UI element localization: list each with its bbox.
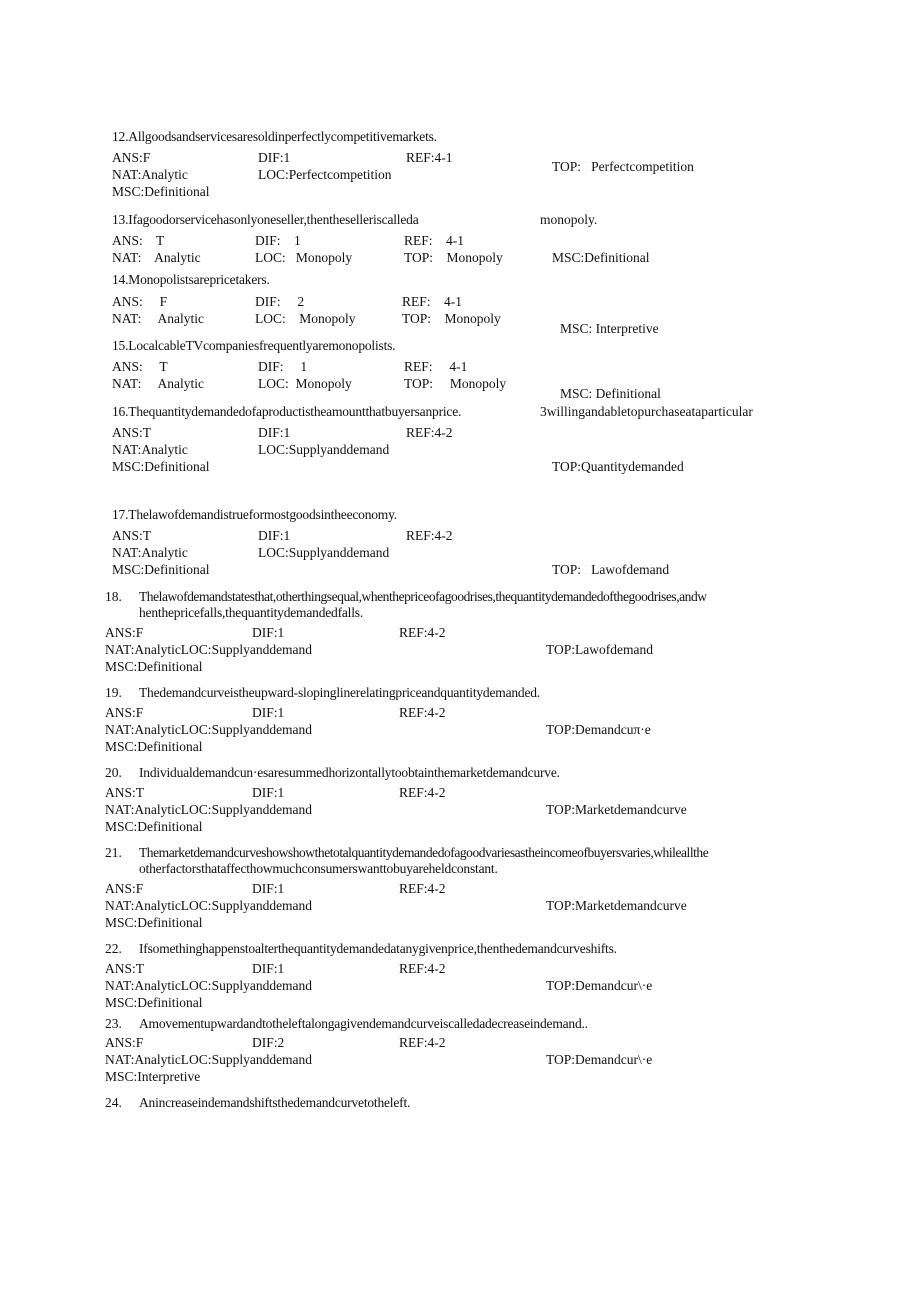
q12-ans: ANS:F <box>112 150 151 165</box>
q16-ans: ANS:T <box>112 425 152 440</box>
q17-loc: LOC:Supplyanddemand <box>258 545 390 560</box>
question-18-text-line2: henthepricefalls,thequantitydemandedfalls. <box>139 605 364 620</box>
question-16-tail: 3willingandabletopurchaseataparticular <box>540 404 753 419</box>
q19-dif: DIF:1 <box>252 705 285 720</box>
q18-top: TOP:Lawofdemand <box>546 642 653 657</box>
question-21-text-line2: otherfactorsthataffecthowmuchconsumerswanttobuyareheldconstant. <box>139 861 498 876</box>
q16-dif: DIF:1 <box>258 425 291 440</box>
q19-ref: REF:4-2 <box>399 705 446 720</box>
question-16-text: 16.Thequantitydemandedofaproductistheamountthatbuyersanprice. <box>112 404 462 419</box>
q22-msc: MSC:Definitional <box>105 995 203 1010</box>
q20-natloc: NAT:AnalyticLOC:Supplyanddemand <box>105 802 313 817</box>
q14-loc: LOC: Monopoly <box>255 311 356 326</box>
q23-msc: MSC:Interpretive <box>105 1069 201 1084</box>
q17-top: TOP: Lawofdemand <box>552 562 670 577</box>
q12-msc: MSC:Definitional <box>112 184 210 199</box>
q13-dif: DIF: 1 <box>255 233 301 248</box>
q13-ref: REF: 4-1 <box>404 233 465 248</box>
q17-msc: MSC:Definitional <box>112 562 210 577</box>
q13-ans: ANS: T <box>112 233 165 248</box>
question-24-number: 24. <box>105 1095 122 1110</box>
q14-msc: MSC: Interpretive <box>560 321 659 336</box>
q21-ans: ANS:F <box>105 881 144 896</box>
q18-ans: ANS:F <box>105 625 144 640</box>
question-12-text: 12.Allgoodsandservicesaresoldinperfectlycompetitivemarkets. <box>112 129 437 144</box>
q17-ref: REF:4-2 <box>406 528 453 543</box>
q19-top: TOP:Demandcuπ·e <box>546 722 651 737</box>
q14-ans: ANS: F <box>112 294 168 309</box>
q20-dif: DIF:1 <box>252 785 285 800</box>
q17-dif: DIF:1 <box>258 528 291 543</box>
q16-loc: LOC:Supplyanddemand <box>258 442 390 457</box>
q20-ref: REF:4-2 <box>399 785 446 800</box>
q14-dif: DIF: 2 <box>255 294 305 309</box>
q21-ref: REF:4-2 <box>399 881 446 896</box>
question-23-text: Amovementupwardandtotheleftalongagivendemandcurveiscalledadecreaseindemand.. <box>139 1016 588 1031</box>
q20-ans: ANS:T <box>105 785 145 800</box>
q14-top: TOP: Monopoly <box>402 311 501 326</box>
question-19-text: Thedemandcurveistheupward-slopinglinerelatingpriceandquantitydemanded. <box>139 685 540 700</box>
q19-ans: ANS:F <box>105 705 144 720</box>
q12-nat: NAT:Analytic <box>112 167 188 182</box>
q18-ref: REF:4-2 <box>399 625 446 640</box>
q23-top: TOP:Demandcur\·e <box>546 1052 653 1067</box>
q20-msc: MSC:Definitional <box>105 819 203 834</box>
q16-top: TOP:Quantitydemanded <box>552 459 684 474</box>
q14-nat: NAT: Analytic <box>112 311 204 326</box>
q19-natloc: NAT:AnalyticLOC:Supplyanddemand <box>105 722 313 737</box>
q15-msc: MSC: Definitional <box>560 386 661 401</box>
question-14-text: 14.Monopolistsarepricetakers. <box>112 272 270 287</box>
q14-ref: REF: 4-1 <box>402 294 463 309</box>
q15-nat: NAT: Analytic <box>112 376 204 391</box>
q21-msc: MSC:Definitional <box>105 915 203 930</box>
q21-dif: DIF:1 <box>252 881 285 896</box>
q15-dif: DIF: 1 <box>258 359 308 374</box>
question-22-text: Ifsomethinghappenstoalterthequantitydemandedatanygivenprice,thenthedemandcurveshifts. <box>139 941 617 956</box>
q13-msc: MSC:Definitional <box>552 250 650 265</box>
question-17-text: 17.Thelawofdemandistrueformostgoodsintheeconomy. <box>112 507 397 522</box>
q16-msc: MSC:Definitional <box>112 459 210 474</box>
q23-ref: REF:4-2 <box>399 1035 446 1050</box>
q21-top: TOP:Marketdemandcurve <box>546 898 687 913</box>
q20-top: TOP:Marketdemandcurve <box>546 802 687 817</box>
q12-top: TOP: Perfectcompetition <box>552 159 694 174</box>
question-18-number: 18. <box>105 589 122 604</box>
question-13-text: 13.Ifagoodorservicehasonlyoneseller,thentheselleriscalleda <box>112 212 419 227</box>
q17-nat: NAT:Analytic <box>112 545 188 560</box>
question-15-text: 15.LocalcableTVcompaniesfrequentlyaremonopolists. <box>112 338 396 353</box>
q23-dif: DIF:2 <box>252 1035 285 1050</box>
q22-top: TOP:Demandcur\·e <box>546 978 653 993</box>
q13-top: TOP: Monopoly <box>404 250 503 265</box>
q23-ans: ANS:F <box>105 1035 144 1050</box>
q22-ref: REF:4-2 <box>399 961 446 976</box>
q22-ans: ANS:T <box>105 961 145 976</box>
q22-natloc: NAT:AnalyticLOC:Supplyanddemand <box>105 978 313 993</box>
q22-dif: DIF:1 <box>252 961 285 976</box>
question-19-number: 19. <box>105 685 122 700</box>
question-20-text: Individualdemandcun·esaresummedhorizontallytoobtainthemarketdemandcurve. <box>139 765 560 780</box>
q12-loc: LOC:Perfectcompetition <box>258 167 392 182</box>
q12-dif: DIF:1 <box>258 150 291 165</box>
question-22-number: 22. <box>105 941 122 956</box>
q15-ans: ANS: T <box>112 359 168 374</box>
q18-natloc: NAT:AnalyticLOC:Supplyanddemand <box>105 642 313 657</box>
q17-ans: ANS:T <box>112 528 152 543</box>
question-18-text: Thelawofdemandstatesthat,otherthingsequal,whenthepriceofagoodrises,thequantitydemandedofthegoodrises,andw <box>139 589 707 604</box>
q19-msc: MSC:Definitional <box>105 739 203 754</box>
q16-nat: NAT:Analytic <box>112 442 188 457</box>
q16-ref: REF:4-2 <box>406 425 453 440</box>
question-21-number: 21. <box>105 845 122 860</box>
q12-ref: REF:4-1 <box>406 150 453 165</box>
q15-loc: LOC: Monopoly <box>258 376 352 391</box>
question-21-text: Themarketdemandcurveshowshowthetotalquantitydemandedofagoodvariesastheincomeofbuyersvaries,whileallthe <box>139 845 709 860</box>
question-20-number: 20. <box>105 765 122 780</box>
q13-nat: NAT: Analytic <box>112 250 201 265</box>
q18-msc: MSC:Definitional <box>105 659 203 674</box>
q18-dif: DIF:1 <box>252 625 285 640</box>
q23-natloc: NAT:AnalyticLOC:Supplyanddemand <box>105 1052 313 1067</box>
q15-ref: REF: 4-1 <box>404 359 468 374</box>
q21-natloc: NAT:AnalyticLOC:Supplyanddemand <box>105 898 313 913</box>
question-13-tail: monopoly. <box>540 212 598 227</box>
question-24-text: Anincreaseindemandshiftsthedemandcurvetotheleft. <box>139 1095 411 1110</box>
q15-top: TOP: Monopoly <box>404 376 507 391</box>
q13-loc: LOC: Monopoly <box>255 250 353 265</box>
question-23-number: 23. <box>105 1016 122 1031</box>
